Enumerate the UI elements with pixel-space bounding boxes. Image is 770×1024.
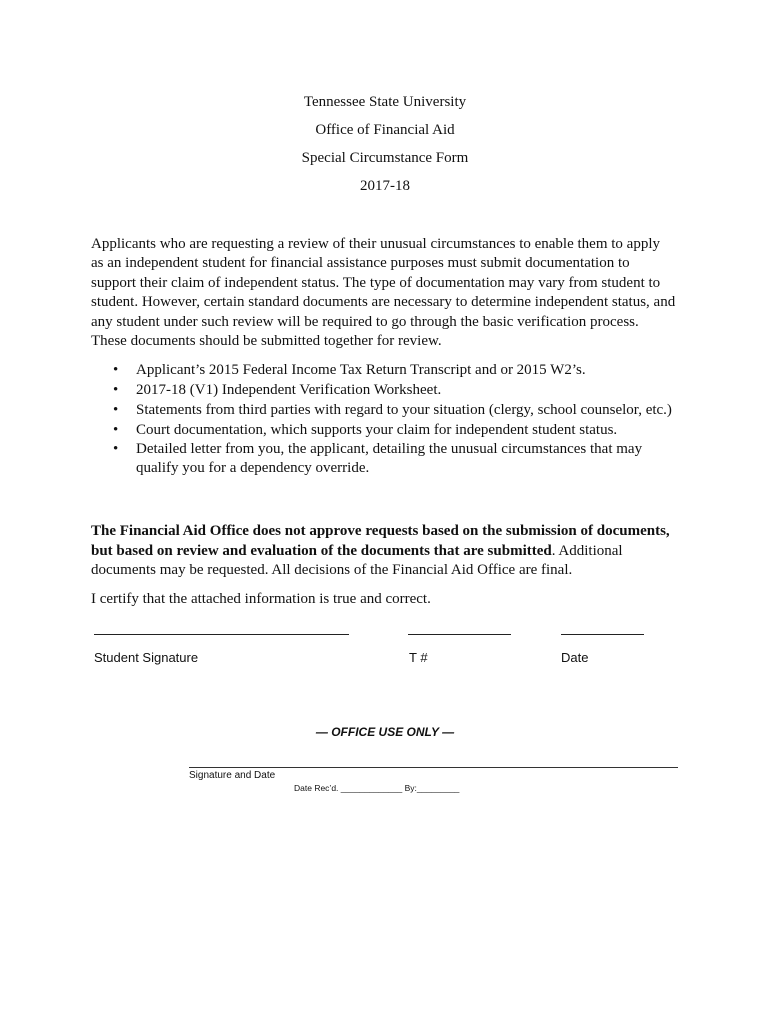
intro-line: any student under such review will be required to go through the basic verification process. <box>91 313 639 330</box>
notice-paragraph <box>91 522 731 581</box>
office-signature-line[interactable] <box>189 767 678 768</box>
certify-statement: I certify that the attached information is true and correct. <box>91 591 431 607</box>
intro-line: Applicants who are requesting a review of their unusual circumstances to enable them to apply <box>91 236 660 252</box>
notice-line-3: documents may be requested. All decisions of the Financial Aid Office are final. <box>91 562 573 578</box>
office-signature-label: Signature and Date <box>189 770 276 781</box>
t-number-line[interactable] <box>408 634 511 635</box>
intro-line: support their claim of independent status. The type of documentation may vary from student to <box>91 274 661 291</box>
list-item-line: • Detailed letter from you, the applicant, detailing the unusual circumstances that may <box>136 441 643 457</box>
office-name: Office of Financial Aid <box>315 122 455 138</box>
list-item <box>91 440 711 478</box>
intro-line: as an independent student for financial assistance purposes must submit documentation to <box>91 255 630 272</box>
notice-bold-line: The Financial Aid Office does not approve requests based on the submission of documents, <box>91 523 670 539</box>
required-documents-list <box>91 360 711 478</box>
form-title: Special Circumstance Form <box>301 150 469 166</box>
notice-normal-text: . Additional <box>551 542 623 559</box>
student-signature-line[interactable] <box>94 634 349 635</box>
list-item: • Court documentation, which supports your claim for independent student status. <box>91 420 711 440</box>
date-line[interactable] <box>561 634 644 635</box>
intro-line: These documents should be submitted together for review. <box>91 333 442 350</box>
institution-name: Tennessee State University <box>303 94 467 110</box>
notice-bold-text: but based on review and evaluation of the documents that are submitted <box>91 542 552 559</box>
date-received-field: Date Rec’d. _____________ By:_________ <box>294 783 460 793</box>
intro-line: student. However, certain standard documents are necessary to determine independent status, and <box>91 294 676 311</box>
list-item-line: qualify you for a dependency override. <box>136 460 370 476</box>
t-number-label: T # <box>409 650 428 665</box>
form-year: 2017-18 <box>360 178 410 194</box>
notice-line-2 <box>91 542 731 562</box>
date-label: Date <box>561 650 589 665</box>
list-item: • 2017-18 (V1) Independent Verification Worksheet. <box>91 380 711 400</box>
list-item: • Applicant’s 2015 Federal Income Tax Return Transcript and or 2015 W2’s. <box>91 360 711 380</box>
student-signature-label: Student Signature <box>94 650 199 665</box>
intro-paragraph <box>91 235 711 351</box>
office-use-heading: — OFFICE USE ONLY — <box>315 725 455 739</box>
list-item: • Statements from third parties with regard to your situation (clergy, school counselor, etc.) <box>91 400 711 420</box>
